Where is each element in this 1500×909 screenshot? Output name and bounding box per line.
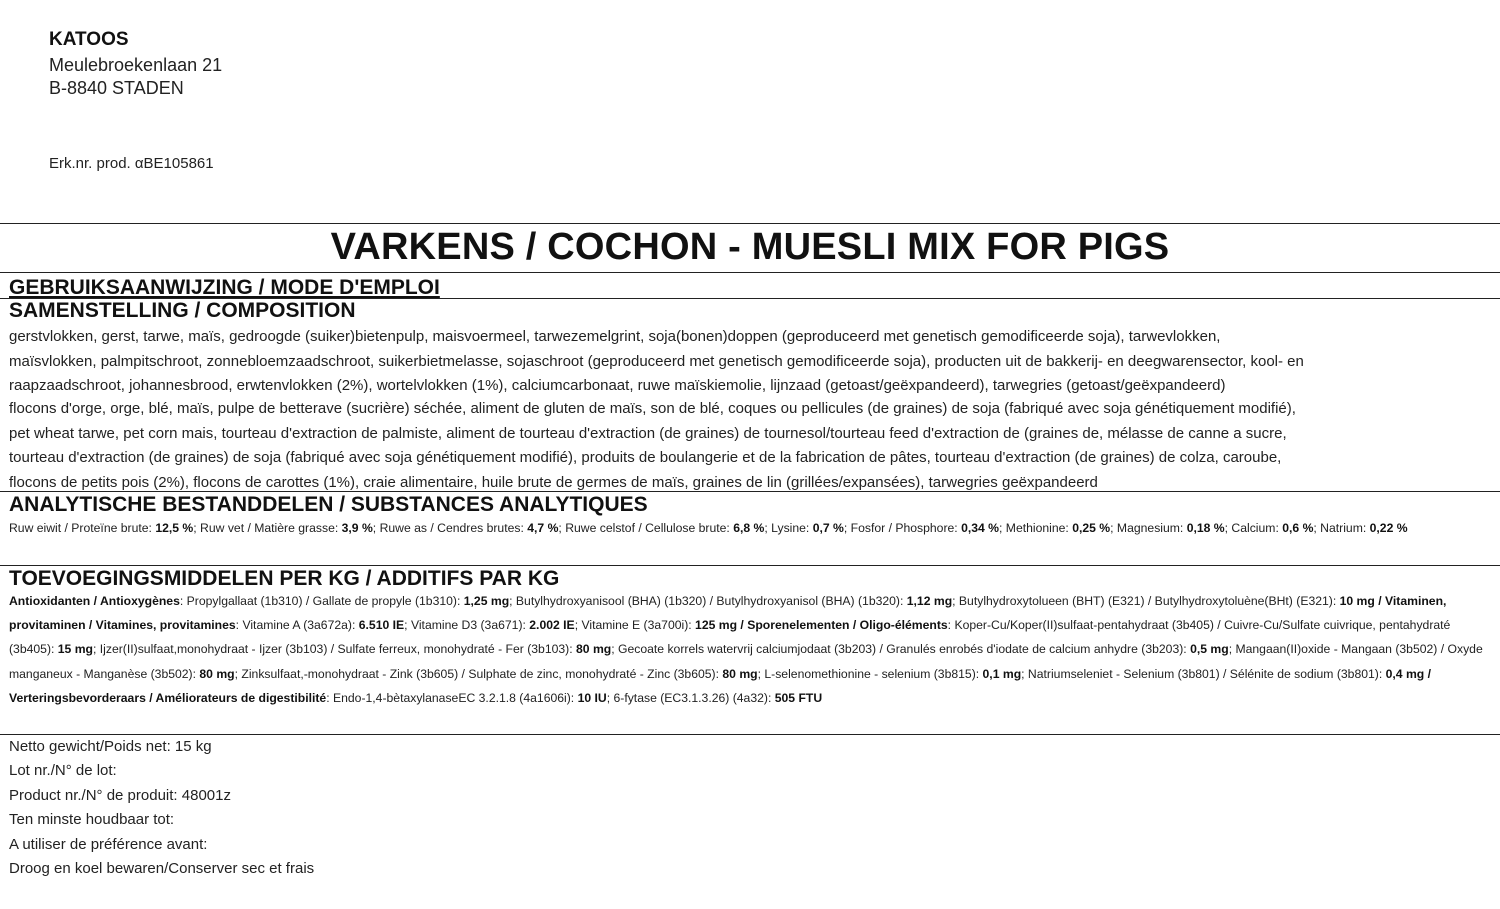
additive-text: : Endo-1,4-bètaxylanaseEC 3.2.1.8 (4a1606i): — [326, 690, 578, 705]
composition-fr-line: pet wheat tarwe, pet corn mais, tourteau d'extraction de palmiste, aliment de tourteau d'extraction (de graines) de tournesol/tourteau feed d'extraction de (graines de, mélasse de canne a sucre, — [9, 424, 1287, 442]
storage-instructions: Droog en koel bewaren/Conserver sec et frais — [9, 859, 315, 877]
analytical-value: 4,7 % — [527, 521, 559, 535]
additive-bold-text: 125 mg / Sporenelementen / Oligo-éléments — [695, 618, 948, 633]
additive-text: ; L-selenomethionine - selenium (3b815): — [757, 666, 983, 681]
additive-bold-text: 2.002 IE — [529, 618, 575, 633]
composition-fr — [9, 397, 1499, 495]
additive-bold-text: 80 mg — [722, 666, 758, 681]
divider — [0, 272, 1500, 273]
composition-fr-line: flocons d'orge, orge, blé, maïs, pulpe de betterave (sucrière) séchée, aliment de gluten de maïs, son de blé, coques ou pellicules (de graines) de soja (fabriqué avec soja génétiquement modifié), — [9, 400, 1296, 417]
analytical-label: ; Ruwe celstof / Cellulose brute: — [558, 521, 734, 535]
analytical-value: 3,9 % — [341, 521, 373, 535]
best-before-nl: Ten minste houdbaar tot: — [9, 811, 175, 829]
additives-values — [9, 589, 1499, 710]
analytical-label: ; Lysine: — [764, 521, 813, 535]
additive-text: ; Butylhydroxytolueen (BHT) (E321) / Butylhydroxytoluène(BHt) (E321): — [952, 594, 1340, 608]
analytical-value: 12,5 % — [155, 521, 194, 535]
analytical-value: 0,25 % — [1072, 521, 1111, 535]
usage-heading: GEBRUIKSAANWIJZING / MODE D'EMPLOI — [9, 276, 440, 299]
divider — [0, 565, 1500, 566]
additive-text: ; Vitamine D3 (3a671): — [404, 618, 530, 633]
net-weight: Netto gewicht/Poids net: 15 kg — [9, 738, 212, 755]
analytical-label: ; Magnesium: — [1110, 521, 1187, 535]
additive-bold-text: 505 FTU — [774, 690, 823, 705]
analytical-label: ; Ruw vet / Matière grasse: — [193, 521, 342, 535]
additive-bold-text: 10 mg / Vitaminen, provitaminen / Vitamines, provitamines — [9, 594, 1447, 633]
additive-bold-text: 1,12 mg — [906, 594, 953, 608]
additive-text: : Propylgallaat (1b310) / Gallate de propyle (1b310): — [179, 594, 464, 608]
additive-bold-text: 15 mg — [57, 642, 94, 657]
analytical-label: ; Fosfor / Phosphore: — [843, 521, 962, 535]
additive-text: : Vitamine A (3a672a): — [235, 618, 359, 633]
address-city: B-8840 STADEN — [49, 78, 184, 98]
analytical-label: Ruw eiwit / Proteïne brute: — [9, 521, 156, 535]
additive-text: ; Ijzer(II)sulfaat,monohydraat - Ijzer (3b103) / Sulfate ferreux, monohydraté - Fer (3b103): — [93, 642, 576, 657]
additive-text: ; 6-fytase (EC3.1.3.26) (4a32): — [606, 690, 775, 705]
additive-bold-text: 0,4 mg / Verteringsbevorderaars / Améliorateurs de digestibilité — [9, 666, 1432, 705]
analytical-label: ; Methionine: — [999, 521, 1073, 535]
additive-text: ; Zinksulfaat,-monohydraat - Zink (3b605) / Sulphate de zinc, monohydraté - Zinc (3b605): — [234, 666, 723, 681]
composition-fr-line: tourteau d'extraction (de graines) de soja (fabriqué avec soja génétiquement modifié), produits de boulangerie et de la fabrication de pâtes, tourteau d'extraction (de graines) de colza, caroube, — [9, 449, 1282, 466]
analytical-heading: ANALYTISCHE BESTANDDELEN / SUBSTANCES ANALYTIQUES — [9, 493, 648, 516]
analytical-label: ; Natrium: — [1313, 521, 1370, 535]
additive-text: ; Vitamine E (3a700i): — [574, 618, 696, 633]
additive-bold-text: 1,25 mg — [463, 594, 510, 608]
analytical-value: 0,34 % — [961, 521, 1000, 535]
address-street: Meulebroekenlaan 21 — [49, 55, 223, 75]
additives-heading: TOEVOEGINGSMIDDELEN PER KG / ADDITIFS PAR KG — [9, 567, 560, 590]
product-number: Product nr./N° de produit: 48001z — [9, 786, 231, 804]
analytical-label: ; Calcium: — [1224, 521, 1283, 535]
divider — [0, 223, 1500, 224]
additive-text: ; Natriumseleniet - Selenium (3b801) / Sélénite de sodium (3b801): — [1021, 666, 1386, 681]
composition-nl-line: raapzaadschroot, johannesbrood, erwtenvlokken (2%), wortelvlokken (1%), calciumcarbonaat, ruwe maïskiemolie, lijnzaad (getoast/geëxpandeerd), tarwegries (getoast/geëxpandeerd) — [9, 377, 1226, 394]
additive-bold-text: 80 mg — [199, 666, 235, 681]
registration-number: Erk.nr. prod. αBE105861 — [49, 155, 214, 172]
additive-bold-text: 80 mg — [576, 642, 612, 657]
analytical-values — [9, 516, 1499, 540]
analytical-value: 0,7 % — [812, 521, 844, 535]
additive-text: ; Butylhydroxyanisool (BHA) (1b320) / Butylhydroxyanisol (BHA) (1b320): — [509, 594, 907, 608]
composition-heading: SAMENSTELLING / COMPOSITION — [9, 299, 356, 322]
additive-bold-text: 6.510 IE — [358, 618, 405, 633]
additive-bold-text: Antioxidanten / Antioxygènes — [9, 594, 180, 608]
composition-fr-line: flocons de petits pois (2%), flocons de carottes (1%), craie alimentaire, huile brute de germes de maïs, graines de lin (grillées/expansées), tarwegries geëxpandeerd — [9, 473, 1098, 491]
company-name: KATOOS — [49, 29, 129, 50]
additive-text: ; Mangaan(II)oxide - Mangaan (3b502) / Oxyde manganeux - Manganèse (3b502): — [9, 642, 1483, 681]
product-title: VARKENS / COCHON - MUESLI MIX FOR PIGS — [330, 226, 1170, 268]
analytical-value: 0,22 % — [1369, 521, 1408, 535]
composition-nl — [9, 325, 1499, 399]
lot-number: Lot nr./N° de lot: — [9, 762, 117, 780]
divider — [0, 491, 1500, 492]
composition-nl-line: maïsvlokken, palmpitschroot, zonnebloemzaadschroot, suikerbietmelasse, sojaschroot (geproduceerd met genetisch gemodificeerde soja), producten uit de bakkerij- en deegwarensector, kool- en — [9, 352, 1304, 370]
additive-bold-text: 0,5 mg — [1190, 642, 1229, 657]
additive-bold-text: 10 IU — [577, 690, 607, 705]
best-before-fr: A utiliser de préférence avant: — [9, 835, 208, 853]
additive-text: : Koper-Cu/Koper(II)sulfaat-pentahydraat (3b405) / Cuivre-Cu/Sulfate cuivrique, pentahydraté (3b405): — [9, 618, 1451, 657]
additive-text: ; Gecoate korrels watervrij calciumjodaat (3b203) / Granulés enrobés d'iodate de calcium anhydre (3b203): — [611, 642, 1191, 657]
composition-nl-line: gerstvlokken, gerst, tarwe, maïs, gedroogde (suiker)bietenpulp, maisvoermeel, tarwezemelgrint, soja(bonen)doppen (geproduceerd met genetisch gemodificeerde soja), tarwevlokken, — [9, 328, 1221, 345]
analytical-value: 0,18 % — [1186, 521, 1225, 535]
analytical-label: ; Ruwe as / Cendres brutes: — [372, 521, 528, 535]
analytical-value: 6,8 % — [733, 521, 765, 535]
additive-bold-text: 0,1 mg — [982, 666, 1022, 681]
analytical-value: 0,6 % — [1282, 521, 1314, 535]
product-info — [9, 735, 314, 881]
